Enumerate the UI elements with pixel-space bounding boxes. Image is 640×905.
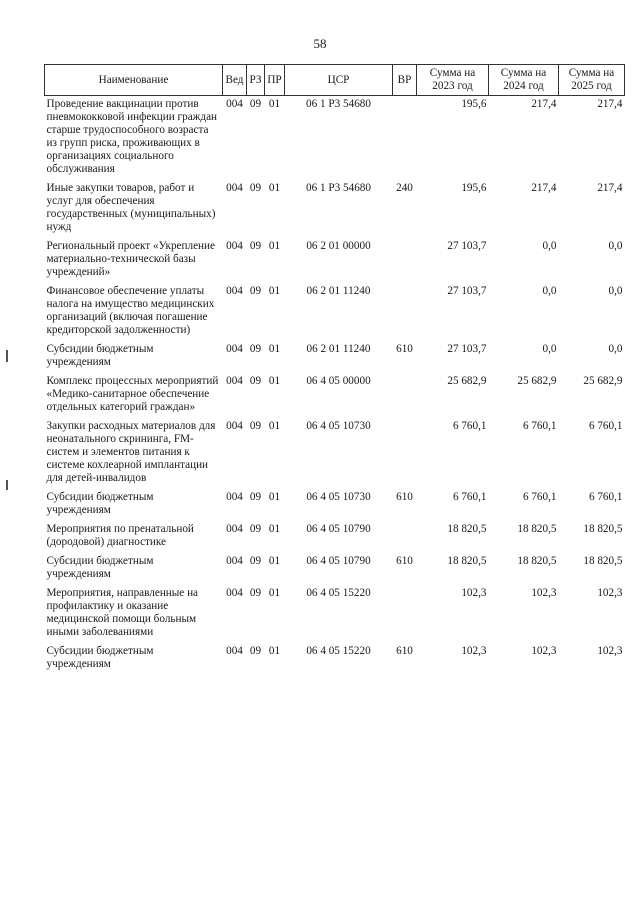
- cell-sum-2024: 0,0: [542, 240, 557, 252]
- cell-sum-2025: 0,0: [608, 343, 623, 355]
- cell-name: Комплекс процессных мероприятий «Медико-санитарное обеспечение отдельных категорий граждан»: [46, 375, 219, 413]
- cell-rz: 09: [249, 420, 262, 432]
- cell-name: Региональный проект «Укрепление материально-технической базы учреждений»: [46, 240, 215, 278]
- cell-sum-2024: 25 682,9: [517, 375, 557, 387]
- cell-sum-2023: 6 760,1: [452, 491, 487, 503]
- header-csr: ЦСР: [285, 65, 393, 96]
- cell-vr: [393, 585, 417, 643]
- table-row: [45, 180, 625, 238]
- cell-sum-2024: 6 760,1: [522, 420, 557, 432]
- cell-sum-2024: 102,3: [531, 587, 557, 599]
- cell-sum-2023: 27 103,7: [447, 343, 487, 355]
- table-row: [45, 283, 625, 341]
- cell-pr: 01: [268, 555, 281, 567]
- cell-csr: 06 1 Р3 54680: [306, 98, 371, 110]
- cell-pr: 01: [268, 645, 281, 657]
- cell-sum-2023: 102,3: [461, 645, 487, 657]
- cell-vr: 240: [396, 182, 413, 194]
- budget-table: [44, 64, 625, 675]
- cell-ved: 004: [226, 523, 243, 535]
- cell-vr: 610: [396, 555, 413, 567]
- cell-pr: 01: [268, 587, 281, 599]
- cell-rz: 09: [249, 523, 262, 535]
- cell-ved: 004: [226, 645, 243, 657]
- cell-rz: 09: [249, 587, 262, 599]
- cell-ved: 004: [226, 182, 243, 194]
- cell-csr: 06 2 01 11240: [306, 343, 371, 355]
- cell-sum-2025: 0,0: [608, 240, 623, 252]
- cell-sum-2024: 217,4: [531, 98, 557, 110]
- cell-sum-2023: 25 682,9: [447, 375, 487, 387]
- page-number: 58: [313, 36, 327, 51]
- cell-sum-2025: 0,0: [608, 285, 623, 297]
- header-pr: ПР: [265, 65, 285, 96]
- cell-sum-2024: 217,4: [531, 182, 557, 194]
- cell-rz: 09: [249, 555, 262, 567]
- cell-sum-2023: 27 103,7: [447, 285, 487, 297]
- cell-ved: 004: [226, 587, 243, 599]
- table-header-row: [45, 65, 625, 96]
- cell-csr: 06 4 05 10730: [306, 491, 371, 503]
- cell-ved: 004: [226, 343, 243, 355]
- table-row: [45, 521, 625, 553]
- header-ved: Вед: [223, 65, 247, 96]
- cell-vr: 610: [396, 343, 413, 355]
- cell-rz: 09: [249, 375, 262, 387]
- header-sum-2023: Сумма на 2023 год: [417, 65, 489, 96]
- cell-vr: [393, 373, 417, 418]
- cell-vr: [393, 521, 417, 553]
- cell-rz: 09: [249, 343, 262, 355]
- cell-pr: 01: [268, 343, 281, 355]
- cell-vr: [393, 418, 417, 489]
- table-row: [45, 418, 625, 489]
- header-sum-2025: Сумма на 2025 год: [559, 65, 625, 96]
- cell-sum-2023: 18 820,5: [447, 555, 487, 567]
- cell-vr: [393, 238, 417, 283]
- cell-name: Мероприятия, направленные на профилактику и оказание медицинской помощи больным иными заболеваниями: [46, 587, 199, 638]
- header-sum-2024: Сумма на 2024 год: [489, 65, 559, 96]
- cell-sum-2025: 25 682,9: [583, 375, 623, 387]
- cell-pr: 01: [268, 375, 281, 387]
- cell-sum-2023: 195,6: [461, 98, 487, 110]
- cell-ved: 004: [226, 375, 243, 387]
- cell-sum-2024: 18 820,5: [517, 523, 557, 535]
- cell-vr: 610: [396, 645, 413, 657]
- cell-sum-2025: 18 820,5: [583, 555, 623, 567]
- cell-vr: [393, 283, 417, 341]
- cell-vr: [393, 96, 417, 181]
- cell-pr: 01: [268, 98, 281, 110]
- table-row: [45, 553, 625, 585]
- cell-rz: 09: [249, 98, 262, 110]
- header-rz: РЗ: [247, 65, 265, 96]
- cell-csr: 06 2 01 11240: [306, 285, 371, 297]
- cell-sum-2023: 102,3: [461, 587, 487, 599]
- cell-csr: 06 2 01 00000: [306, 240, 371, 252]
- cell-name: Проведение вакцинации против пневмококковой инфекции граждан старше трудоспособного возраста из групп риска, проживающих в организациях социального обслуживания: [46, 98, 218, 175]
- cell-csr: 06 4 05 15220: [306, 587, 371, 599]
- cell-sum-2023: 18 820,5: [447, 523, 487, 535]
- cell-sum-2025: 6 760,1: [588, 491, 623, 503]
- cell-sum-2024: 0,0: [542, 285, 557, 297]
- cell-name: Субсидии бюджетным учреждениям: [46, 555, 154, 580]
- scan-edge-mark: [6, 350, 8, 362]
- table-row: [45, 238, 625, 283]
- table-row: [45, 585, 625, 643]
- cell-name: Иные закупки товаров, работ и услуг для обеспечения государственных (муниципальных) нужд: [46, 182, 216, 233]
- cell-sum-2023: 6 760,1: [452, 420, 487, 432]
- cell-csr: 06 1 Р3 54680: [306, 182, 371, 194]
- table-row: [45, 96, 625, 181]
- cell-name: Финансовое обеспечение уплаты налога на имущество медицинских организаций (включая погашение кредиторской задолженности): [46, 285, 215, 336]
- cell-ved: 004: [226, 555, 243, 567]
- cell-rz: 09: [249, 645, 262, 657]
- cell-ved: 004: [226, 491, 243, 503]
- cell-sum-2025: 102,3: [597, 645, 623, 657]
- cell-name: Субсидии бюджетным учреждениям: [46, 645, 154, 670]
- cell-sum-2025: 18 820,5: [583, 523, 623, 535]
- cell-csr: 06 4 05 10790: [306, 555, 371, 567]
- table-row: [45, 373, 625, 418]
- header-name: Наименование: [45, 65, 223, 96]
- cell-name: Субсидии бюджетным учреждениям: [46, 491, 154, 516]
- cell-pr: 01: [268, 491, 281, 503]
- cell-ved: 004: [226, 240, 243, 252]
- scan-edge-mark: [6, 480, 8, 490]
- cell-name: Закупки расходных материалов для неонатального скрининга, FM-систем и элементов питания к системе кохлеарной имплантации для детей-инвалидов: [46, 420, 216, 484]
- cell-sum-2024: 18 820,5: [517, 555, 557, 567]
- cell-sum-2023: 195,6: [461, 182, 487, 194]
- cell-pr: 01: [268, 523, 281, 535]
- cell-name: Субсидии бюджетным учреждениям: [46, 343, 154, 368]
- cell-name: Мероприятия по пренатальной (дородовой) диагностике: [46, 523, 194, 548]
- cell-pr: 01: [268, 285, 281, 297]
- cell-sum-2024: 0,0: [542, 343, 557, 355]
- cell-sum-2025: 102,3: [597, 587, 623, 599]
- cell-sum-2025: 217,4: [597, 98, 623, 110]
- cell-csr: 06 4 05 10790: [306, 523, 371, 535]
- cell-csr: 06 4 05 00000: [306, 375, 371, 387]
- cell-csr: 06 4 05 15220: [306, 645, 371, 657]
- cell-sum-2024: 6 760,1: [522, 491, 557, 503]
- header-vr: ВР: [393, 65, 417, 96]
- cell-rz: 09: [249, 182, 262, 194]
- cell-csr: 06 4 05 10730: [306, 420, 371, 432]
- cell-sum-2025: 217,4: [597, 182, 623, 194]
- cell-rz: 09: [249, 240, 262, 252]
- cell-rz: 09: [249, 491, 262, 503]
- cell-pr: 01: [268, 182, 281, 194]
- cell-sum-2024: 102,3: [531, 645, 557, 657]
- cell-ved: 004: [226, 420, 243, 432]
- cell-sum-2025: 6 760,1: [588, 420, 623, 432]
- cell-pr: 01: [268, 420, 281, 432]
- table-body: [45, 96, 625, 676]
- table-row: [45, 643, 625, 675]
- cell-ved: 004: [226, 98, 243, 110]
- cell-rz: 09: [249, 285, 262, 297]
- cell-vr: 610: [396, 491, 413, 503]
- cell-sum-2023: 27 103,7: [447, 240, 487, 252]
- cell-ved: 004: [226, 285, 243, 297]
- cell-pr: 01: [268, 240, 281, 252]
- table-row: [45, 489, 625, 521]
- table-row: [45, 341, 625, 373]
